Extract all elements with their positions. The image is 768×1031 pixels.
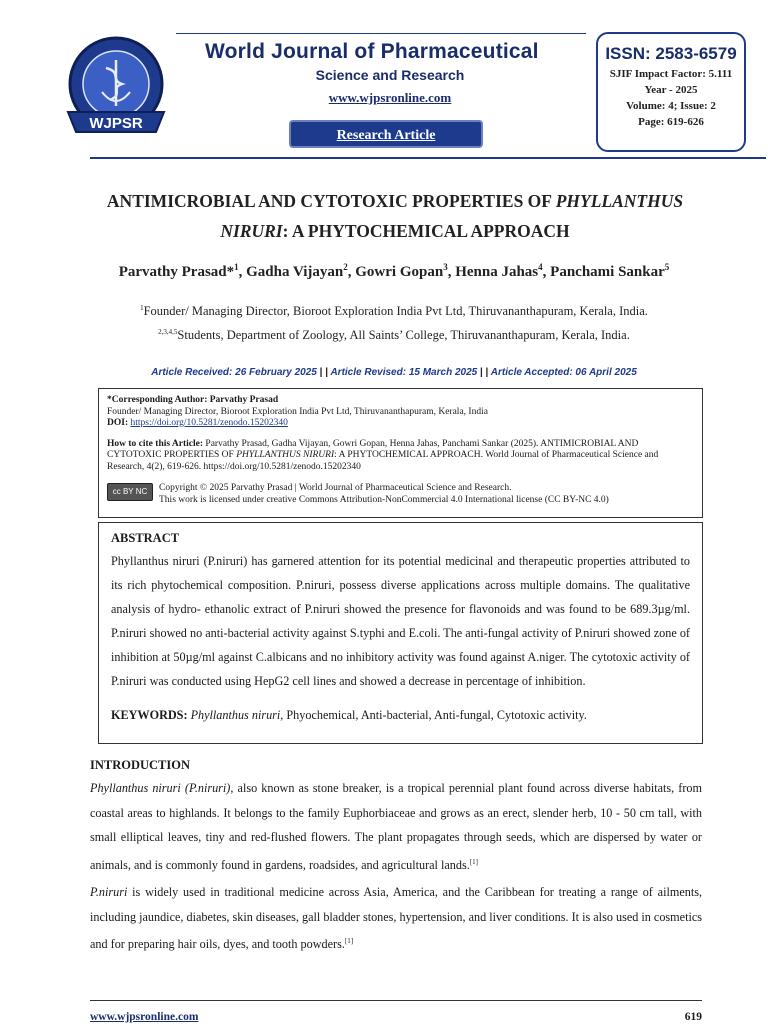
- doi-link[interactable]: https://doi.org/10.5281/zenodo.15202340: [130, 418, 288, 428]
- abstract-text: Phyllanthus niruri (P.niruri) has garnered attention for its potential medicinal and therapeutic properties attributed to its rich phytochemical composition. P.niruri, possess diverse applications across multiple domains. The qualitative analysis of hydro- ethanolic extract of P.niruri showed the presence for flavonoids and was found to be 689.3µg/ml. P.niruri showed no anti-bacterial activity against S.typhi and E.coli. The anti-fungal activity of P.niruri showed zone of inhibition at 50µg/ml against C.albicans and no inhibitory activity was found against A.niger. The cytotoxic activity of P.niruri was conducted using HepG2 cell lines and showed a decrease in percentage of inhibition.: [111, 554, 690, 688]
- title-italic: PHYLLANTHUS: [555, 191, 684, 211]
- keywords: [111, 703, 690, 727]
- corresponding-address: Founder/ Managing Director, Bioroot Exploration India Pvt Ltd, Thiruvananthapuram, Kerala, India: [107, 406, 488, 417]
- keywords-label: KEYWORDS:: [111, 708, 188, 722]
- title-part: : A PHYTOCHEMICAL APPROACH: [282, 221, 570, 241]
- issn: ISSN: 2583-6579: [605, 44, 737, 63]
- corresponding-author: *Corresponding Author: Parvathy Prasad: [107, 395, 279, 405]
- author-sup: 4: [538, 262, 543, 272]
- author-sup: 3: [443, 262, 448, 272]
- reference-link[interactable]: [1]: [344, 937, 354, 945]
- title-part: ANTIMICROBIAL AND CYTOTOXIC PROPERTIES OF: [106, 191, 556, 211]
- journal-subtitle: Science and Research: [315, 67, 465, 83]
- journal-info-box: [596, 32, 746, 152]
- date-separator: | |: [319, 367, 329, 378]
- license-text: This work is licensed under creative Commons Attribution-NonCommercial 4.0 International license (CC BY-NC 4.0): [159, 494, 609, 505]
- affiliation-text: Students, Department of Zoology, All Saints’ College, Thiruvananthapuram, Kerala, India.: [177, 328, 630, 343]
- affiliation-sup: 2,3,4,5: [158, 328, 178, 336]
- volume-issue: Volume: 4; Issue: 2: [626, 100, 716, 112]
- para-text: is widely used in traditional medicine across Asia, America, and the Caribbean for treating a range of ailments, including jaundice, diabetes, skin diseases, gall bladder stones, hypertension, and liver conditions. It is also used in cosmetics and for preparing hair oils, dyes, and tooth powders.: [90, 885, 702, 952]
- article-dates: [90, 367, 698, 378]
- citation: [107, 439, 694, 474]
- introduction-paragraph-1: [90, 776, 702, 877]
- copyright-text: Copyright © 2025 Parvathy Prasad | World Journal of Pharmaceutical Science and Research.: [159, 483, 512, 493]
- affiliation-text: Founder/ Managing Director, Bioroot Exploration India Pvt Ltd, Thiruvananthapuram, Kerala, India.: [143, 304, 648, 319]
- affiliation-sup: 1: [140, 304, 144, 312]
- affiliation-2: [90, 328, 698, 343]
- pages: Page: 619-626: [638, 116, 704, 128]
- license-row: [107, 483, 694, 506]
- keywords-italic: Phyllanthus niruri,: [190, 708, 284, 722]
- affiliation-1: [90, 304, 698, 319]
- author: Parvathy Prasad*: [118, 264, 235, 280]
- date-accepted: Article Accepted: 06 April 2025: [490, 367, 637, 378]
- header-rule: [90, 157, 766, 159]
- journal-title: World Journal of Pharmaceutical: [205, 40, 539, 63]
- para-text: also known as stone breaker, is a tropical perennial plant found across diverse habitats, from coastal areas to highlands. It belongs to the family Euphorbiaceae and grows as an erect, slender herb, 10 - 50 cm tall, with small elliptical leaves, tiny and red-flushed flowers. The plant propagates through seeds, which are dispersed by water or animals, and is commonly found in gardens, roadsides, and agricultural lands.: [90, 781, 702, 872]
- cc-license-icon: cc BY NC: [107, 483, 153, 501]
- keywords-text: Phyochemical, Anti-bacterial, Anti-fungal, Cytotoxic activity.: [283, 708, 587, 722]
- correspondence-box: [98, 388, 703, 518]
- abstract-box: [98, 522, 703, 744]
- author: Gowri Gopan: [355, 264, 444, 280]
- cite-italic: PHYLLANTHUS NIRURI: [236, 450, 335, 460]
- year: Year - 2025: [644, 84, 698, 96]
- date-received: Article Received: 26 February 2025: [151, 367, 317, 378]
- cite-label: How to cite this Article:: [107, 438, 204, 449]
- para-italic: P.niruri: [90, 885, 128, 899]
- author-sup: 5: [664, 262, 670, 272]
- date-separator: | |: [479, 367, 489, 378]
- logo-text: WJPSR: [89, 115, 143, 132]
- author-list: Parvathy Prasad*$^1$, Gadha Vijayan$^2$, Gowri Gopan$^3$, Henna Jahas$^4$, Panchami Sankar$^5$: [118, 262, 670, 280]
- impact-factor: SJIF Impact Factor: 5.111: [609, 68, 733, 80]
- author-sup: 2: [343, 262, 348, 272]
- para-italic: Phyllanthus niruri (P.niruri),: [90, 781, 234, 795]
- introduction-paragraph-2: [90, 880, 702, 957]
- cite-text: : A PHYTOCHEMICAL APPROACH. World Journal of Pharmaceutical Science and Research, 4(2), 619-626. https://doi.org/10.5281/zenodo.15202340: [107, 450, 659, 472]
- journal-logo: [62, 34, 170, 142]
- paper-title: [95, 186, 695, 246]
- page-number: 619: [684, 1011, 702, 1023]
- doi-label: DOI:: [107, 418, 129, 428]
- article-type-badge: Research Article: [289, 120, 483, 148]
- author: Panchami Sankar: [550, 264, 665, 280]
- journal-url-link[interactable]: www.wjpsronline.com: [328, 90, 452, 105]
- author: Henna Jahas: [455, 264, 539, 280]
- cite-text: Parvathy Prasad, Gadha Vijayan, Gowri Gopan, Henna Jahas, Panchami Sankar (2025). ANTIMICROBIAL AND CYTOTOXIC PROPERTIES OF: [107, 438, 639, 460]
- reference-link[interactable]: [1]: [469, 857, 478, 866]
- abstract-heading: ABSTRACT: [111, 531, 180, 545]
- date-revised: Article Revised: 15 March 2025: [330, 367, 478, 378]
- author: Gadha Vijayan: [246, 264, 344, 280]
- footer-url-link[interactable]: www.wjpsronline.com: [90, 1011, 199, 1023]
- author-sup: 1: [234, 262, 239, 272]
- footer-rule: [90, 1000, 702, 1001]
- introduction-heading: INTRODUCTION: [90, 758, 191, 772]
- header-top-rule: [176, 33, 586, 34]
- title-italic: NIRURI: [220, 221, 283, 241]
